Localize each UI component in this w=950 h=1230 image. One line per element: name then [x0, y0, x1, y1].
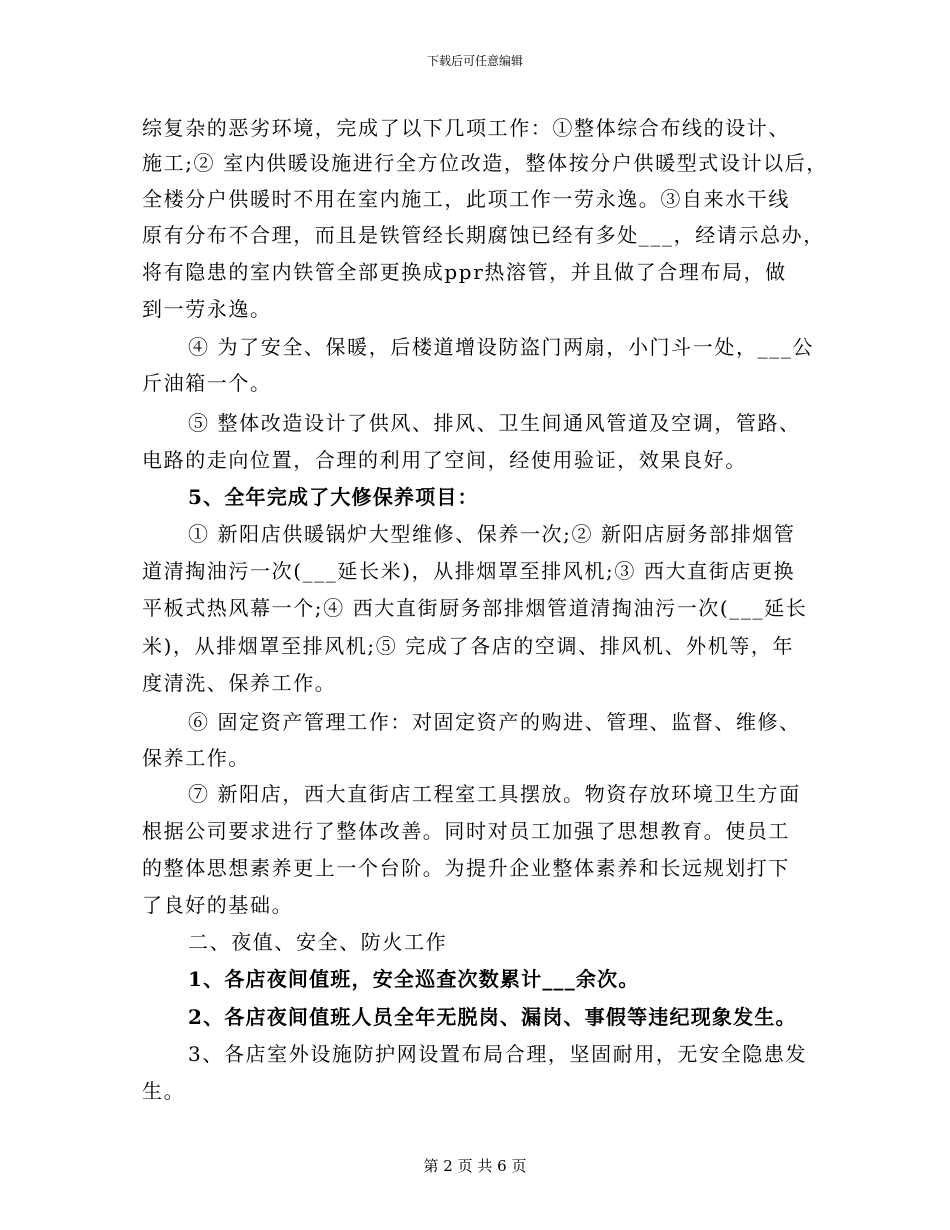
body-line: 度清洗、保养工作。 [142, 671, 337, 695]
body-line: 施工;② 室内供暖设施进行全方位改造，整体按分户供暖型式设计以后， [142, 151, 828, 175]
body-line: 3、各店室外设施防护网设置布局合理，坚固耐用，无安全隐患发 [188, 1042, 808, 1066]
body-line: ④ 为了安全、保暖，后楼道增设防盗门两扇，小门斗一处，___公 [188, 335, 814, 359]
body-line: ⑥ 固定资产管理工作：对固定资产的购进、管理、监督、维修、 [188, 710, 801, 734]
body-line: 到一劳永逸。 [142, 297, 272, 321]
body-line: 的整体思想素养更上一个台阶。为提升企业整体素养和长远规划打下 [142, 856, 790, 880]
body-line: 2、各店夜间值班人员全年无脱岗、漏岗、事假等违纪现象发生。 [188, 1005, 797, 1029]
body-line: 综复杂的恶劣环境，完成了以下几项工作：①整体综合布线的设计、 [142, 116, 790, 140]
body-line: 道清掏油污一次(___延长米)，从排烟罩至排风机;③ 西大直街店更换 [142, 559, 796, 583]
body-line: ⑤ 整体改造设计了供风、排风、卫生间通风管道及空调，管路、 [188, 411, 801, 435]
body-line: 斤油箱一个。 [142, 371, 272, 395]
body-line: ⑦ 新阳店，西大直街店工程室工具摆放。物资存放环境卫生方面 [188, 782, 801, 806]
body-line: 全楼分户供暖时不用在室内施工，此项工作一劳永逸。③自来水干线 [142, 187, 790, 211]
page-header: 下载后可任意编辑 [426, 54, 523, 68]
body-line: 了良好的基础。 [142, 893, 294, 917]
body-line: 将有隐患的室内铁管全部更换成ppr热溶管，并且做了合理布局，做 [142, 260, 787, 284]
section-heading: 二、夜值、安全、防火工作 [188, 930, 448, 954]
page-footer: 第 2 页 共 6 页 [423, 1157, 527, 1175]
body-line: 1、各店夜间值班，安全巡查次数累计___余次。 [188, 967, 640, 991]
section-heading: 5、全年完成了大修保养项目： [188, 485, 479, 509]
body-line: 根据公司要求进行了整体改善。同时对员工加强了思想教育。使员工 [142, 819, 790, 843]
body-line: 电路的走向位置，合理的利用了空间，经使用验证，效果良好。 [142, 448, 747, 472]
body-line: 米)，从排烟罩至排风机;⑤ 完成了各店的空调、排风机、外机等，年 [142, 634, 795, 658]
body-line: 原有分布不合理，而且是铁管经长期腐蚀已经有多处___，经请示总办， [142, 223, 825, 247]
body-line: 平板式热风幕一个;④ 西大直街厨务部排烟管道清掏油污一次(___延长 [142, 596, 808, 620]
body-line: 保养工作。 [142, 746, 250, 770]
body-line: 生。 [142, 1079, 186, 1103]
body-line: ① 新阳店供暖锅炉大型维修、保养一次;② 新阳店厨务部排烟管 [188, 522, 796, 546]
